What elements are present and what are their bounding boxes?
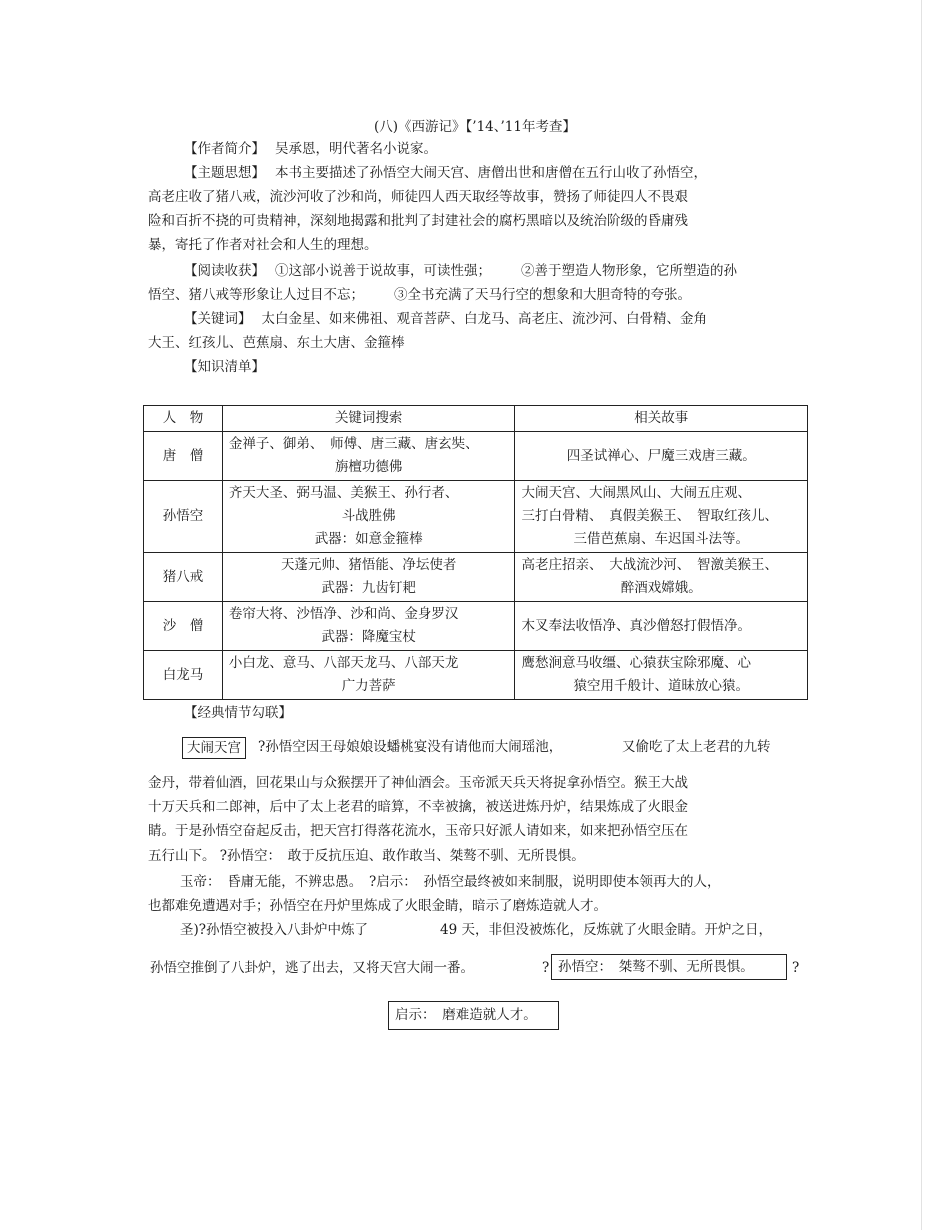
- keyword-line: 武器：降魔宝杖: [321, 629, 416, 645]
- harvest-item-2: ②善于塑造人物形象，它所塑造的孙: [521, 263, 737, 279]
- story-line: 醉酒戏嫦娥。: [620, 580, 702, 596]
- plot-line-2: 金丹，带着仙酒，回花果山与众猴摆开了神仙酒会。玉帝派天兵天将捉拿孙悟空。猴王大战: [148, 775, 688, 791]
- wukong-trait-box: 孙悟空： 桀骜不驯、无所畏惧。: [551, 954, 787, 980]
- plot-line-5: 五行山下。 ?孙悟空： 敢于反抗压迫、敢作敢当、桀骜不驯、无所畏惧。: [148, 848, 585, 864]
- harvest-item-1: ①这部小说善于说故事，可读性强；: [275, 263, 491, 279]
- lesson-box: 启示： 磨难造就人才。: [388, 1001, 559, 1030]
- stories-cell: [515, 602, 808, 651]
- author-text: 吴承恩，明代著名小说家。: [275, 141, 437, 157]
- story-line: 鹰愁涧意马收缰、心猿获宝除邪魔、心: [521, 655, 751, 671]
- plot-line-1a: ?孙悟空因王母娘娘设蟠桃宴没有请他而大闹瑶池，: [258, 739, 563, 755]
- knowledge-table: [143, 405, 808, 700]
- stories-cell: [515, 481, 808, 553]
- story-line: 四圣试禅心、尸魔三戏唐三藏。: [566, 447, 756, 464]
- keywords-label: 【关键词】: [184, 311, 252, 327]
- story-line: 木叉奉法收悟净、真沙僧怒打假悟净。: [521, 617, 751, 634]
- last-line: 孙悟空推倒了八卦炉，逃了出去，又将天宫大闹一番。: [150, 960, 474, 976]
- character-name: 沙 僧: [144, 602, 223, 651]
- section-title: (八)《西游记》【’14、’11年考查】: [374, 119, 576, 135]
- plot-line-1b: 又偷吃了太上老君的九转: [622, 739, 771, 755]
- keywords-cell: [222, 432, 515, 481]
- yudi-line-2: 也都难免遭遇对手；孙悟空在丹炉里炼成了火眼金睛，暗示了磨炼造就人才。: [148, 898, 607, 914]
- keywords-cell: [222, 651, 515, 700]
- header-stories: 相关故事: [515, 406, 808, 432]
- table-row: [144, 432, 808, 481]
- table-row: [144, 602, 808, 651]
- character-name: 唐 僧: [144, 432, 223, 481]
- story-line: 猿空用千般计、道昧放心猿。: [573, 678, 749, 694]
- page-edge: [921, 0, 922, 1230]
- keyword-line: 武器：如意金箍棒: [314, 531, 423, 547]
- keyword-line: 广力菩萨: [341, 678, 396, 694]
- theme-line-4: 暴，寄托了作者对社会和人生的理想。: [148, 237, 378, 253]
- author-paragraph: [184, 139, 437, 159]
- keywords-cell: [222, 553, 515, 602]
- keyword-line: 卷帘大将、沙悟净、沙和尚、金身罗汉: [228, 606, 459, 622]
- theme-line-3: 险和百折不挠的可贵精神，深刻地揭露和批判了封建社会的腐朽黑暗以及统治阶级的昏庸残: [148, 213, 688, 229]
- table-row: [144, 481, 808, 553]
- keyword-line: 武器：九齿钉耙: [321, 580, 416, 596]
- keyword-line: 旃檀功德佛: [334, 459, 403, 475]
- story-line: 三打白骨精、 真假美猴王、 智取红孩儿、: [521, 508, 778, 524]
- keyword-line: 天蓬元帅、猪悟能、净坛使者: [280, 557, 457, 573]
- keywords-cell: [222, 481, 515, 553]
- table-row: [144, 651, 808, 700]
- table-row: [144, 553, 808, 602]
- plot-line-3: 十万天兵和二郎神，后中了太上老君的暗算，不幸被擒，被送进炼丹炉，结果炼成了火眼金: [148, 799, 688, 815]
- stories-cell: [515, 432, 808, 481]
- character-name: 猪八戒: [144, 553, 223, 602]
- sheng-line-a: 圣)?孙悟空被投入八卦炉中炼了: [180, 922, 369, 938]
- keyword-line: 齐天大圣、弼马温、美猴王、孙行者、: [228, 485, 459, 501]
- keywords-text: 太白金星、如来佛祖、观音菩萨、白龙马、高老庄、流沙河、白骨精、金角: [261, 311, 707, 327]
- theme-line-2: 高老庄收了猪八戒，流沙河收了沙和尚，师徒四人西天取经等故事，赞扬了师徒四人不畏艰: [148, 189, 688, 205]
- plot-title-box: 大闹天宫: [182, 737, 246, 759]
- keywords-line-1: [184, 309, 707, 329]
- keywords-cell: [222, 602, 515, 651]
- character-name: 白龙马: [144, 651, 223, 700]
- stories-cell: [515, 553, 808, 602]
- character-name: 孙悟空: [144, 481, 223, 553]
- header-keywords: 关键词搜索: [222, 406, 515, 432]
- harvest-item-2-cont: 悟空、猪八戒等形象让人过目不忘；: [148, 287, 364, 303]
- harvest-line-2: [148, 285, 691, 305]
- knowledge-label: 【知识清单】: [184, 359, 265, 375]
- keyword-line: 金禅子、御弟、 师傅、唐三藏、唐玄奘、: [228, 436, 479, 452]
- harvest-line-1: [184, 261, 737, 281]
- keywords-line-2: 大王、红孩儿、芭蕉扇、东土大唐、金箍棒: [148, 335, 405, 351]
- keyword-line: 斗战胜佛: [341, 508, 396, 524]
- question-mark: ?: [542, 960, 550, 976]
- story-line: 三借芭蕉扇、车迟国斗法等。: [573, 531, 749, 547]
- plot-line-4: 睛。于是孙悟空奋起反击，把天宫打得落花流水，玉帝只好派人请如来，如来把孙悟空压在: [148, 823, 688, 839]
- question-mark: ?: [792, 960, 800, 976]
- theme-text: 本书主要描述了孙悟空大闹天宫、唐僧出世和唐僧在五行山收了孙悟空，: [275, 165, 707, 181]
- theme-line-1: [184, 163, 707, 183]
- author-label: 【作者简介】: [184, 141, 265, 157]
- theme-label: 【主题思想】: [184, 165, 265, 181]
- harvest-label: 【阅读收获】: [184, 263, 265, 279]
- story-line: 大闹天宫、大闹黑风山、大闹五庄观、: [521, 485, 751, 501]
- table-header-row: [144, 406, 808, 432]
- yudi-line: 玉帝： 昏庸无能，不辨忠愚。 ?启示： 孙悟空最终被如来制服，说明即使本领再大的人，: [180, 874, 721, 890]
- harvest-item-3: ③全书充满了天马行空的想象和大胆奇特的夸张。: [394, 287, 691, 303]
- story-line: 高老庄招亲、 大战流沙河、 智激美猴王、: [521, 557, 778, 573]
- header-character: 人 物: [144, 406, 223, 432]
- stories-cell: [515, 651, 808, 700]
- classic-label: 【经典情节勾联】: [184, 705, 292, 721]
- sheng-line-b: 49 天，非但没被炼化，反炼就了火眼金睛。开炉之日，: [440, 922, 772, 938]
- keyword-line: 小白龙、意马、八部天龙马、八部天龙: [228, 655, 459, 671]
